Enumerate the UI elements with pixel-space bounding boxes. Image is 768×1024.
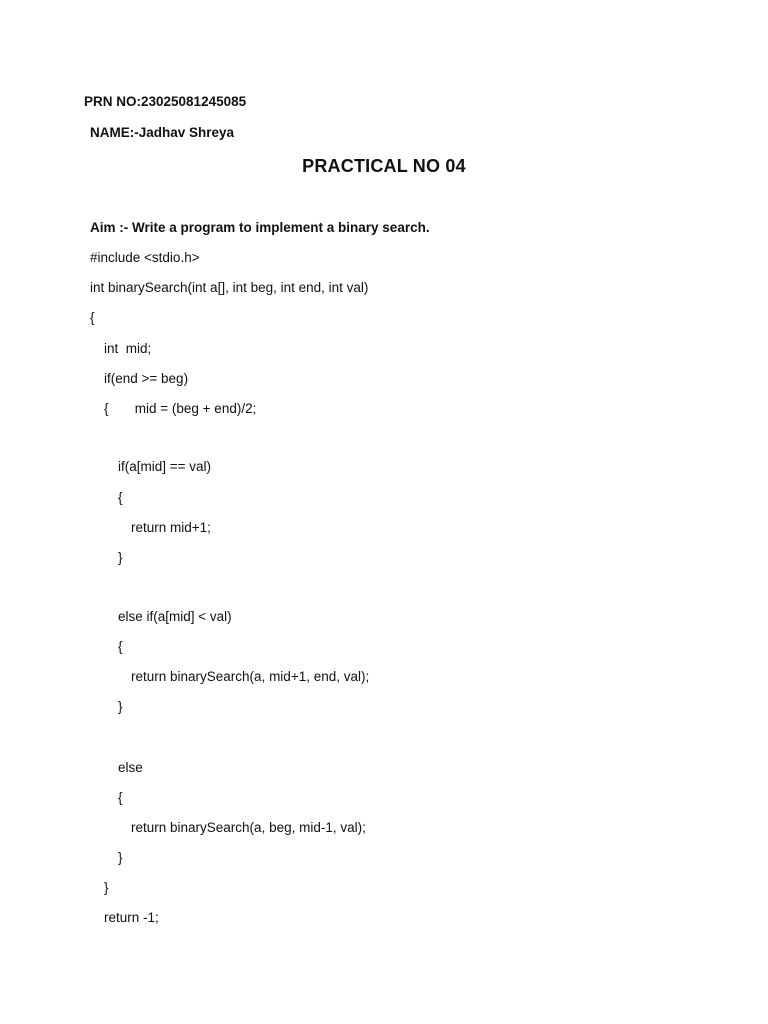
prn-number: PRN NO:23025081245085	[84, 94, 247, 109]
aim-statement: Aim :- Write a program to implement a binary search.	[90, 220, 430, 235]
code-line: return -1;	[104, 910, 159, 925]
code-line: return binarySearch(a, beg, mid-1, val);	[131, 820, 366, 835]
code-line: {	[118, 490, 123, 505]
student-name: NAME:-Jadhav Shreya	[90, 125, 235, 140]
code-line: else if(a[mid] < val)	[118, 609, 232, 624]
code-line: { mid = (beg + end)/2;	[104, 401, 257, 416]
code-line: if(a[mid] == val)	[118, 459, 212, 474]
code-line: {	[118, 790, 123, 805]
code-line: {	[90, 310, 95, 325]
page-title: PRACTICAL NO 04	[302, 156, 466, 176]
code-line: int binarySearch(int a[], int beg, int end, int val)	[90, 280, 369, 295]
code-line: }	[118, 850, 123, 865]
code-line: return binarySearch(a, mid+1, end, val);	[131, 669, 370, 684]
code-line: }	[118, 550, 123, 565]
code-line: else	[118, 760, 143, 775]
code-line: if(end >= beg)	[104, 371, 189, 386]
code-line: int mid;	[104, 341, 152, 356]
code-line: return mid+1;	[131, 520, 211, 535]
code-line: {	[118, 639, 123, 654]
code-line: }	[118, 699, 123, 714]
code-line: #include <stdio.h>	[90, 250, 200, 265]
code-line: }	[104, 880, 109, 895]
